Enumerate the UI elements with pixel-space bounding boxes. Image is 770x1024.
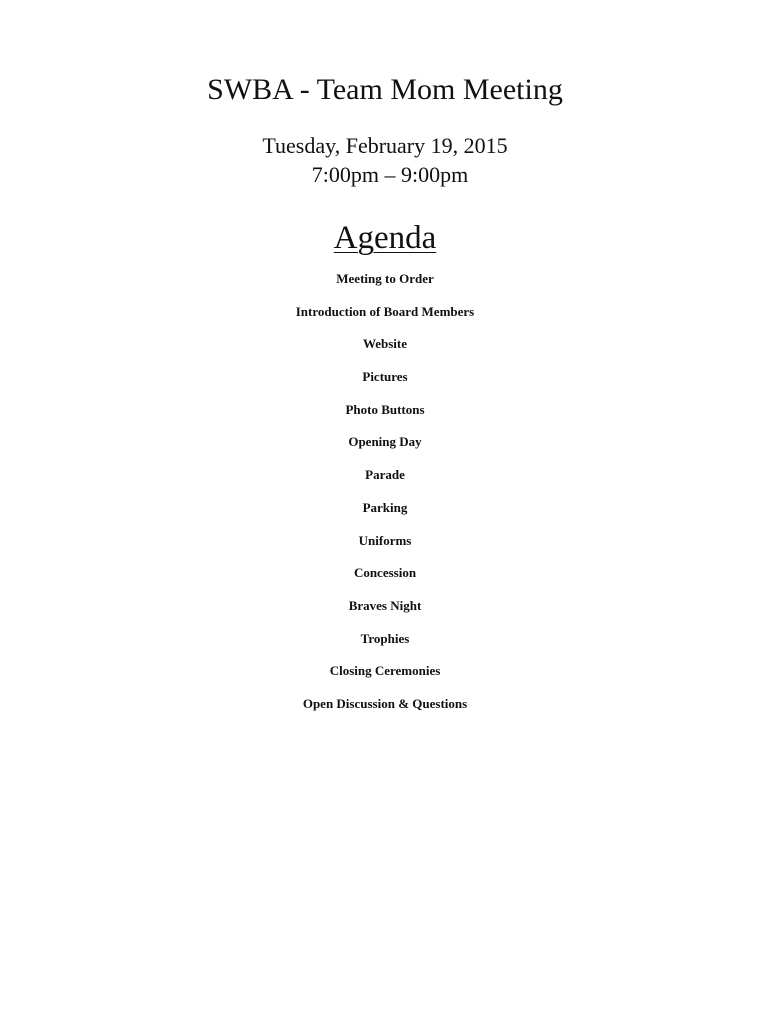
agenda-item: Parade (365, 467, 405, 483)
agenda-item: Concession (353, 565, 417, 581)
agenda-item: Braves Night (348, 597, 422, 613)
document-title: SWBA - Team Mom Meeting (207, 73, 563, 106)
agenda-heading: Agenda (333, 220, 437, 256)
agenda-item: Closing Ceremonies (329, 663, 441, 679)
agenda-item: Introduction of Board Members (295, 303, 475, 319)
meeting-date: Tuesday, February 19, 2015 (262, 133, 508, 158)
agenda-item: Photo Buttons (345, 401, 425, 417)
agenda-item: Open Discussion & Questions (302, 695, 468, 711)
agenda-item: Uniforms (358, 532, 412, 548)
agenda-item: Parking (362, 499, 408, 515)
agenda-item: Website (362, 336, 408, 352)
meeting-time: 7:00pm – 9:00pm (311, 162, 469, 187)
agenda-list (0, 269, 770, 727)
agenda-item: Meeting to Order (336, 271, 434, 286)
agenda-item: Trophies (360, 630, 410, 646)
agenda-item: Opening Day (348, 434, 422, 450)
agenda-item: Pictures (362, 369, 408, 385)
